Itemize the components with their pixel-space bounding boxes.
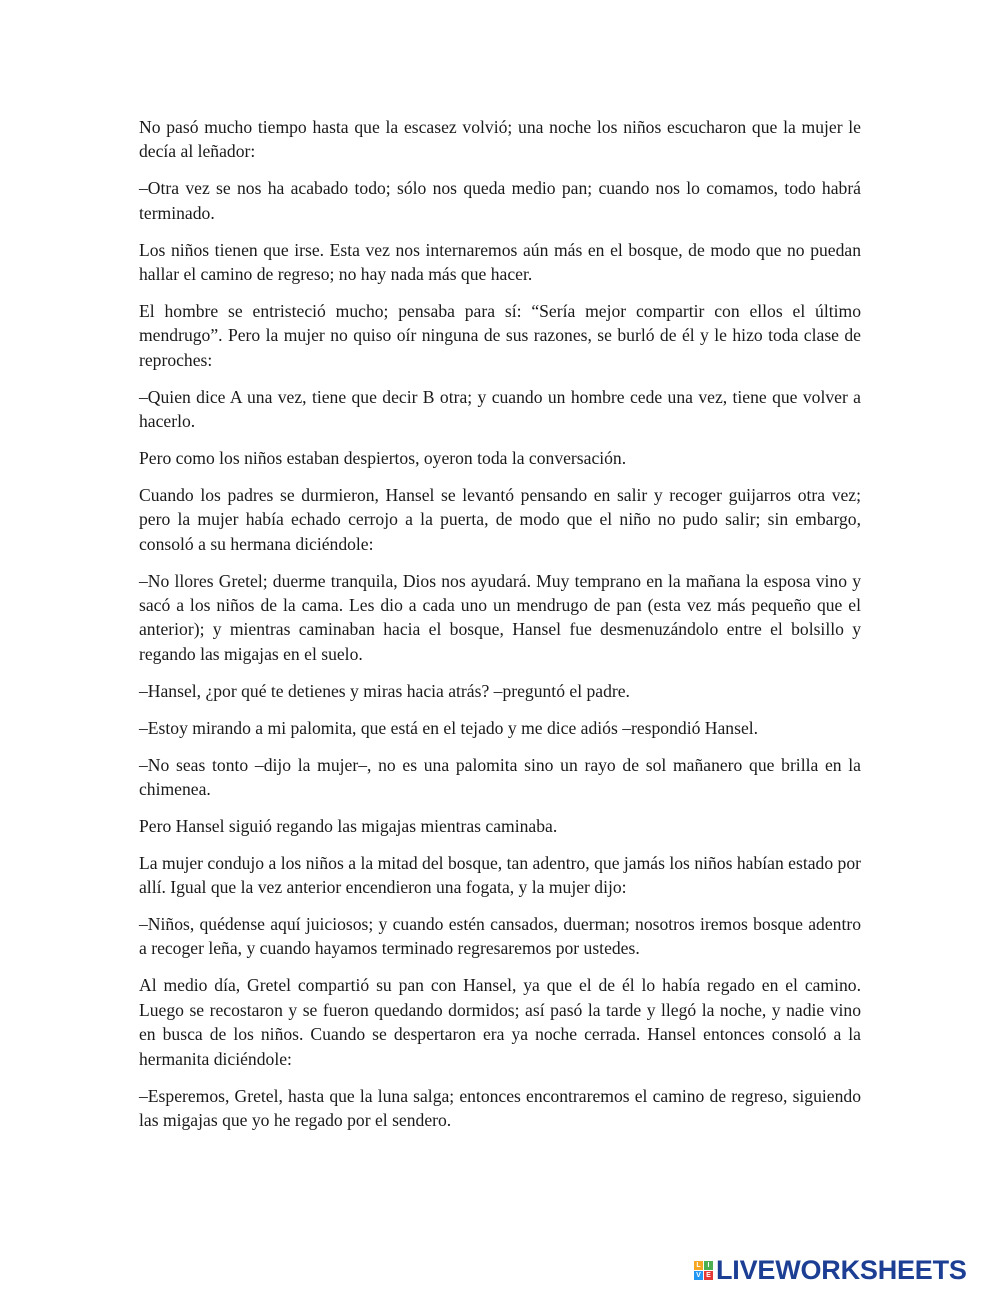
logo-square: L [694, 1261, 703, 1270]
paragraph: No pasó mucho tiempo hasta que la escasez volvió; una noche los niños escucharon que la mujer le decía al leñador: [139, 117, 861, 162]
paragraph: –Esperemos, Gretel, hasta que la luna salga; entonces encontraremos el camino de regreso, siguiendo las migajas que yo he regado por el sendero. [139, 1085, 861, 1130]
paragraph: Pero Hansel siguió regando las migajas mientras caminaba. [139, 815, 558, 836]
document-body [139, 115, 861, 1145]
paragraph: –Hansel, ¿por qué te detienes y miras hacia atrás? –preguntó el padre. [139, 680, 630, 701]
brand-name: LIVEWORKSHEETS [716, 1254, 967, 1285]
paragraph: La mujer condujo a los niños a la mitad del bosque, tan adentro, que jamás los niños habían estado por allí. Igual que la vez anterior encendieron una fogata, y la mujer dijo: [139, 852, 861, 898]
logo-square: V [694, 1271, 703, 1280]
logo-square: I [704, 1261, 713, 1270]
paragraph: Cuando los padres se durmieron, Hansel se levantó pensando en salir y recoger guijarros otra vez; pero la mujer había echado cerrojo a la puerta, de modo que el niño no pudo salir; sin embargo, consoló a su hermana diciéndole: [139, 484, 861, 554]
paragraph: –No seas tonto –dijo la mujer–, no es una palomita sino un rayo de sol mañanero que brilla en la chimenea. [139, 754, 861, 799]
paragraph: El hombre se entristeció mucho; pensaba para sí: “Sería mejor compartir con ellos el último mendrugo”. Pero la mujer no quiso oír ninguna de sus razones, se burló de él y le hizo toda clase de reproches: [139, 300, 861, 370]
paragraph: Los niños tienen que irse. Esta vez nos internaremos aún más en el bosque, de modo que no puedan hallar el camino de regreso; no hay nada más que hacer. [139, 239, 861, 285]
paragraph: –Estoy mirando a mi palomita, que está en el tejado y me dice adiós –respondió Hansel. [139, 717, 759, 738]
liveworksheets-brand[interactable] [694, 1254, 967, 1285]
paragraph: Pero como los niños estaban despiertos, oyeron toda la conversación. [139, 447, 627, 468]
liveworksheets-logo-icon [694, 1261, 713, 1280]
paragraph: –Otra vez se nos ha acabado todo; sólo nos queda medio pan; cuando nos lo comamos, todo habrá terminado. [139, 178, 861, 223]
logo-square: E [704, 1271, 713, 1280]
paragraph: Al medio día, Gretel compartió su pan con Hansel, ya que el de él lo había regado en el camino. Luego se recostaron y se fueron quedando dormidos; así pasó la tarde y llegó la noche, y nadie vino en busca de los niños. Cuando se despertaron era ya noche cerrada. Hansel entonces consoló a la hermanita diciéndole: [139, 975, 861, 1069]
paragraph: –No llores Gretel; duerme tranquila, Dios nos ayudará. Muy temprano en la mañana la esposa vino y sacó a los niños de la cama. Les dio a cada uno un mendrugo de pan (esta vez más pequeño que el anterior); y mientras caminaban hacia el bosque, Hansel fue desmenuzándolo entre el bolsillo y regando las migajas en el suelo. [139, 570, 861, 664]
paragraph: –Quien dice A una vez, tiene que decir B otra; y cuando un hombre cede una vez, tiene que volver a hacerlo. [139, 386, 861, 432]
paragraph: –Niños, quédense aquí juiciosos; y cuando estén cansados, duerman; nosotros iremos bosque adentro a recoger leña, y cuando hayamos terminado regresaremos por ustedes. [139, 914, 861, 959]
